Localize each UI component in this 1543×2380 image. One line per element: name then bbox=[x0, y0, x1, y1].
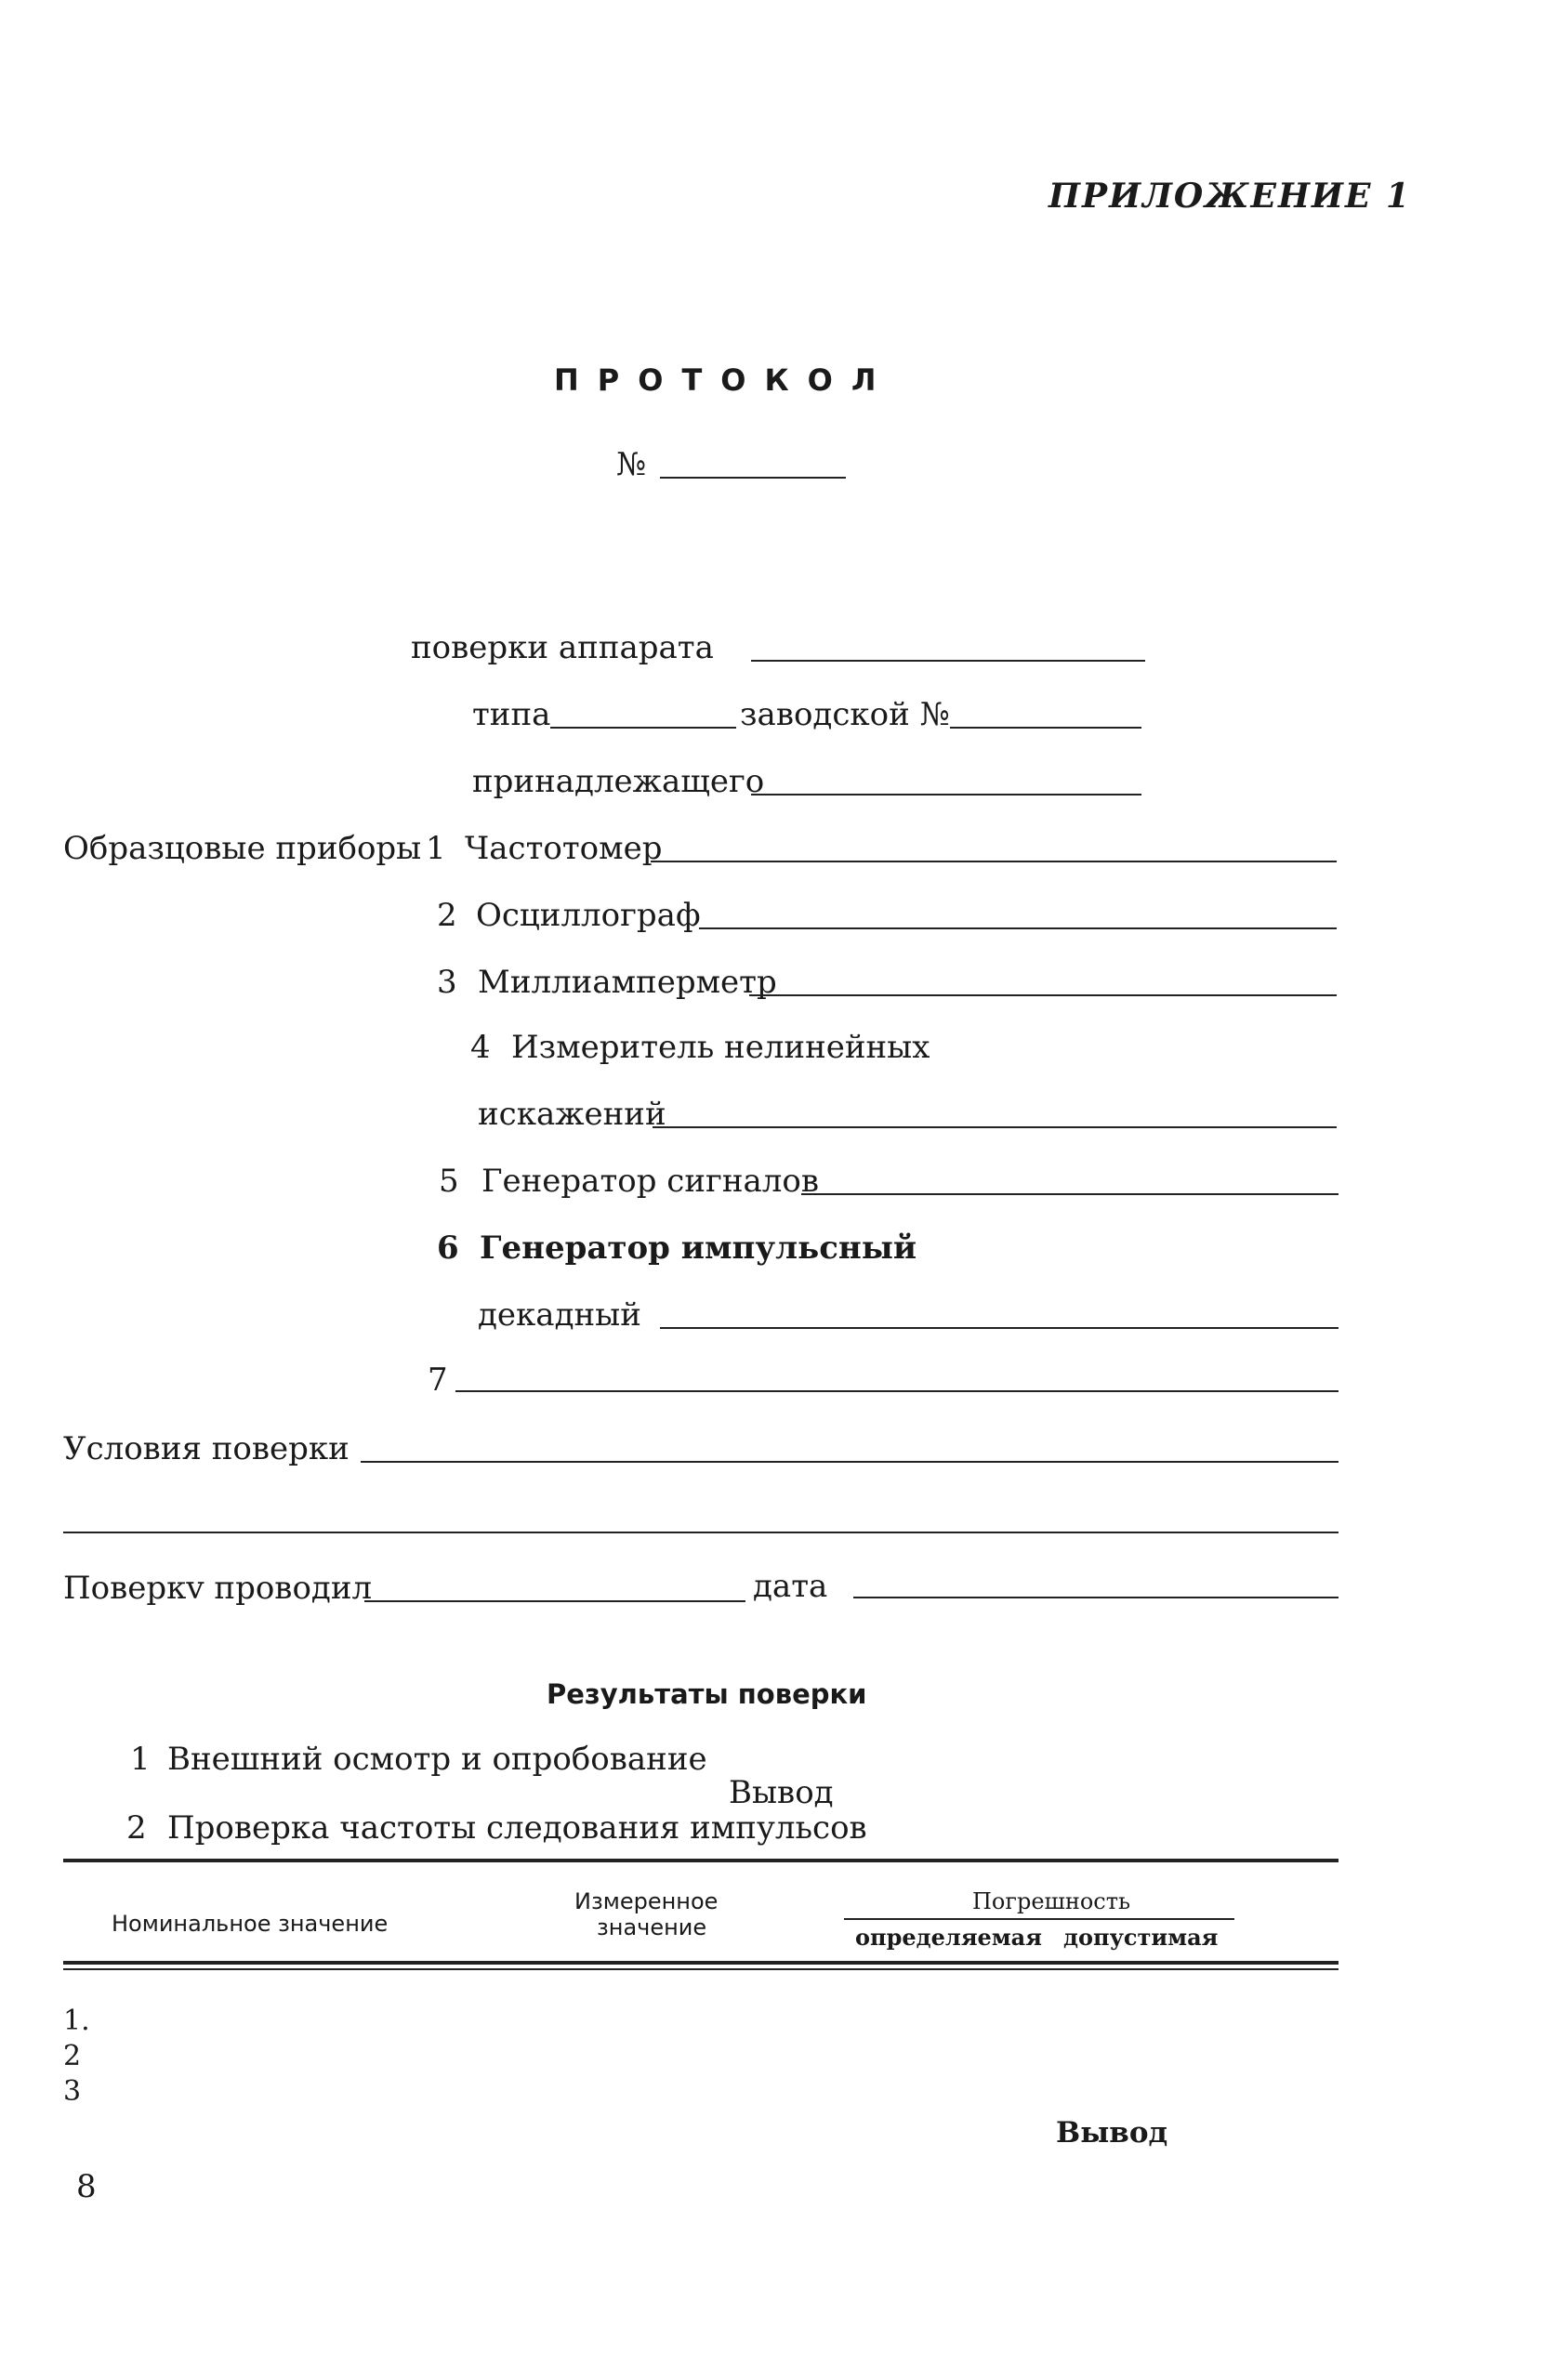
column-header-error: Погрешность bbox=[972, 1888, 1131, 1914]
serial-label: заводской № bbox=[740, 696, 950, 733]
instrument-5-num: 5 bbox=[439, 1163, 459, 1200]
apparatus-field-line[interactable] bbox=[751, 660, 1145, 662]
table-top-rule bbox=[63, 1859, 1339, 1862]
table-row-1: 1. bbox=[63, 2005, 90, 2037]
instrument-3-num: 3 bbox=[437, 964, 457, 1001]
footer-conclusion: Вывод bbox=[1056, 2116, 1168, 2150]
instrument-6-label-cont: декадный bbox=[478, 1296, 641, 1334]
owner-label: принадлежащего bbox=[472, 763, 765, 800]
instrument-4-field-line[interactable] bbox=[653, 1126, 1337, 1128]
table-row-2: 2 bbox=[63, 2040, 82, 2072]
verifier-label: Поверкv проводил bbox=[63, 1570, 373, 1607]
column-header-error-determined: определяемая bbox=[855, 1924, 1042, 1951]
date-label: дата bbox=[753, 1568, 828, 1605]
number-field-line[interactable] bbox=[660, 477, 846, 479]
owner-field-line[interactable] bbox=[751, 794, 1141, 796]
instrument-3-field-line[interactable] bbox=[749, 994, 1337, 996]
instrument-4-label-cont: искажений bbox=[478, 1096, 666, 1133]
instrument-7-num: 7 bbox=[428, 1361, 448, 1399]
column-header-error-allowed: допустимая bbox=[1063, 1924, 1219, 1951]
type-field-line[interactable] bbox=[550, 727, 736, 729]
serial-field-line[interactable] bbox=[950, 727, 1141, 729]
result-item-1-conclusion: Вывод bbox=[729, 1774, 834, 1811]
page-number: 8 bbox=[76, 2168, 97, 2205]
column-header-measured: Измеренное bbox=[574, 1888, 719, 1914]
result-item-1-text: Внешний осмотр и опробование bbox=[167, 1741, 707, 1778]
instrument-6-label: Генератор импульсный bbox=[480, 1229, 917, 1267]
column-header-error-rule bbox=[844, 1918, 1234, 1920]
instrument-5-field-line[interactable] bbox=[801, 1193, 1339, 1195]
result-item-1-num: 1 bbox=[130, 1741, 151, 1778]
results-heading: Результаты поверки bbox=[547, 1678, 867, 1710]
instrument-3-label: Миллиамперметр bbox=[478, 964, 777, 1001]
reference-instruments-label: Образцовые приборы bbox=[63, 830, 422, 867]
instrument-2-field-line[interactable] bbox=[699, 927, 1337, 929]
table-header-rule-2 bbox=[63, 1968, 1339, 1970]
instrument-4-num: 4 bbox=[470, 1029, 491, 1066]
instrument-4-label: Измеритель нелинейных bbox=[511, 1029, 930, 1066]
instrument-6-field-line[interactable] bbox=[660, 1327, 1339, 1329]
result-item-2-num: 2 bbox=[126, 1809, 147, 1847]
instrument-1-num: 1 bbox=[426, 830, 446, 867]
appendix-label: ПРИЛОЖЕНИЕ 1 bbox=[1048, 177, 1412, 216]
column-header-nominal: Номинальное значение bbox=[112, 1911, 389, 1937]
conditions-label: Условия поверки bbox=[63, 1430, 349, 1467]
type-label: типа bbox=[472, 696, 551, 733]
date-field-line[interactable] bbox=[853, 1597, 1339, 1598]
instrument-2-label: Осциллограф bbox=[476, 897, 701, 934]
instrument-1-label: Частотомер bbox=[465, 830, 663, 867]
table-row-3: 3 bbox=[63, 2075, 82, 2108]
conditions-field-line-2[interactable] bbox=[63, 1532, 1339, 1533]
apparatus-label: поверки аппарата bbox=[411, 629, 714, 666]
conditions-field-line[interactable] bbox=[361, 1461, 1339, 1463]
column-header-measured-cont: значение bbox=[597, 1914, 707, 1940]
instrument-6-num: 6 bbox=[437, 1229, 459, 1267]
instrument-2-num: 2 bbox=[437, 897, 457, 934]
result-item-2-text: Проверка частоты следования импульсов bbox=[167, 1809, 867, 1847]
instrument-5-label: Генератор сигналов bbox=[481, 1163, 819, 1200]
number-label: № bbox=[616, 446, 647, 483]
verifier-field-line[interactable] bbox=[364, 1600, 745, 1602]
table-header-rule bbox=[63, 1961, 1339, 1965]
instrument-7-field-line[interactable] bbox=[455, 1390, 1339, 1392]
instrument-1-field-line[interactable] bbox=[651, 861, 1337, 862]
document-title: ПРОТОКОЛ bbox=[554, 362, 895, 398]
